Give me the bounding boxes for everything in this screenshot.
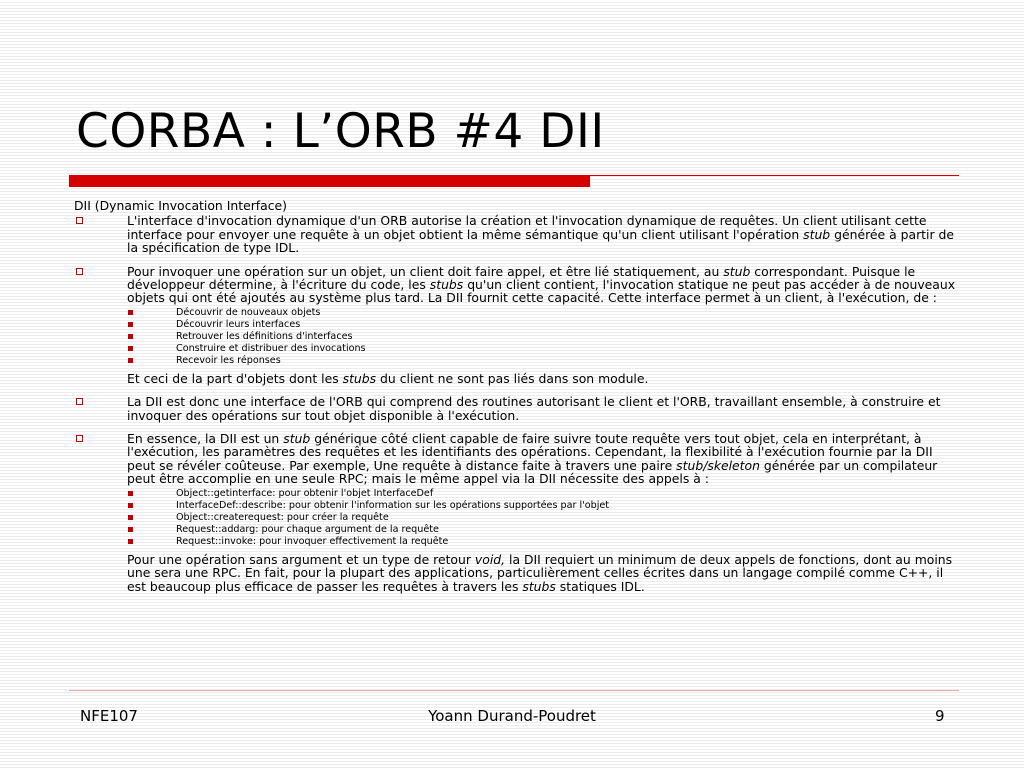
- bullet-text: L'interface d'invocation dynamique d'un ORB autorise la création et l'invocation dynamique de requêtes. Un client utilisant cette interface pour envoyer une requête à un objet obtient la même sémantique qu'un client utilisant l'opération stub générée à partir de la spécification de type IDL.: [127, 213, 954, 256]
- filled-square-bullet-icon: [128, 539, 133, 544]
- sub-bullet-item: Construire et distribuer des invocations: [127, 343, 962, 355]
- slide-content: [74, 199, 962, 603]
- sub-bullet-item: Request::addarg: pour chaque argument de la requête: [127, 524, 962, 536]
- bullet-item: [74, 395, 962, 422]
- sub-bullet-item: InterfaceDef::describe: pour obtenir l'information sur les opérations supportées par l'objet: [127, 500, 962, 512]
- bullet-text: Pour invoquer une opération sur un objet, un client doit faire appel, et être lié statiquement, au stub correspondant. Puisque le développeur détermine, à l'écriture du code, les stubs qu'un client contient, l'invocation statique ne peut pas accéder à de nouveaux objets qui ont été ajoutés au système plus tard. La DII fournit cette capacité. Cette interface permet à un client, à l'exécution, de :: [127, 263, 956, 306]
- sub-bullet-item: Retrouver les définitions d'interfaces: [127, 331, 962, 343]
- continuation-text: Pour une opération sans argument et un type de retour void, la DII requiert un minimum de deux appels de fonctions, dont au moins une sera une RPC. En fait, pour la plupart des applications, particulièrement celles écrites dans un langage compilé comme C++, il est beaucoup plus efficace de passer les requêtes à travers les stubs statiques IDL.: [127, 551, 953, 594]
- hollow-square-bullet-icon: [76, 398, 83, 405]
- footer-course-code: NFE107: [80, 707, 138, 725]
- filled-square-bullet-icon: [128, 322, 133, 327]
- filled-square-bullet-icon: [128, 346, 133, 351]
- hollow-square-bullet-icon: [76, 435, 83, 442]
- sub-bullet-item: Request::invoke: pour invoquer effectivement la requête: [127, 536, 962, 548]
- bullet-item: [74, 265, 962, 386]
- sub-bullet-list: [127, 307, 962, 367]
- slide-number: 9: [935, 707, 945, 725]
- sub-bullet-item: Object::getinterface: pour obtenir l'objet InterfaceDef: [127, 488, 962, 500]
- sub-bullet-item: Découvrir de nouveaux objets: [127, 307, 962, 319]
- sub-bullet-list: [127, 488, 962, 548]
- bullet-item: [74, 214, 962, 254]
- filled-square-bullet-icon: [128, 515, 133, 520]
- title-underline-thin: [590, 175, 959, 176]
- footer-author: Yoann Durand-Poudret: [428, 707, 596, 725]
- hollow-square-bullet-icon: [76, 217, 83, 224]
- filled-square-bullet-icon: [128, 491, 133, 496]
- bullet-item: [74, 432, 962, 593]
- intro-heading: DII (Dynamic Invocation Interface): [74, 198, 288, 213]
- hollow-square-bullet-icon: [76, 268, 83, 275]
- continuation-text: Et ceci de la part d'objets dont les stubs du client ne sont pas liés dans son module.: [127, 370, 649, 386]
- slide-title: CORBA : L’ORB #4 DII: [76, 104, 605, 159]
- sub-bullet-item: Object::createrequest: pour créer la requête: [127, 512, 962, 524]
- filled-square-bullet-icon: [128, 310, 133, 315]
- filled-square-bullet-icon: [128, 527, 133, 532]
- filled-square-bullet-icon: [128, 358, 133, 363]
- title-underline-red: [69, 175, 590, 187]
- footer-divider: [69, 690, 959, 691]
- bullet-text: En essence, la DII est un stub générique côté client capable de faire suivre toute requête vers tout objet, cela en interprétant, à l'exécution, les paramètres des requêtes et les identifiants des opérations. Cependant, la flexibilité à l'exécution fournie par la DII peut se révéler coûteuse. Par exemple, Une requête à distance faite à travers une paire stub/skeleton générée par un compilateur peut être accomplie en une seule RPC; mais le même appel via la DII nécessite des appels à :: [127, 431, 938, 487]
- filled-square-bullet-icon: [128, 503, 133, 508]
- bullet-text: La DII est donc une interface de l'ORB qui comprend des routines autorisant le client et l'ORB, travaillant ensemble, à construire et invoquer des opérations sur tout objet disponible à l'exécution.: [127, 394, 941, 423]
- sub-bullet-item: Recevoir les réponses: [127, 355, 962, 367]
- filled-square-bullet-icon: [128, 334, 133, 339]
- sub-bullet-item: Découvrir leurs interfaces: [127, 319, 962, 331]
